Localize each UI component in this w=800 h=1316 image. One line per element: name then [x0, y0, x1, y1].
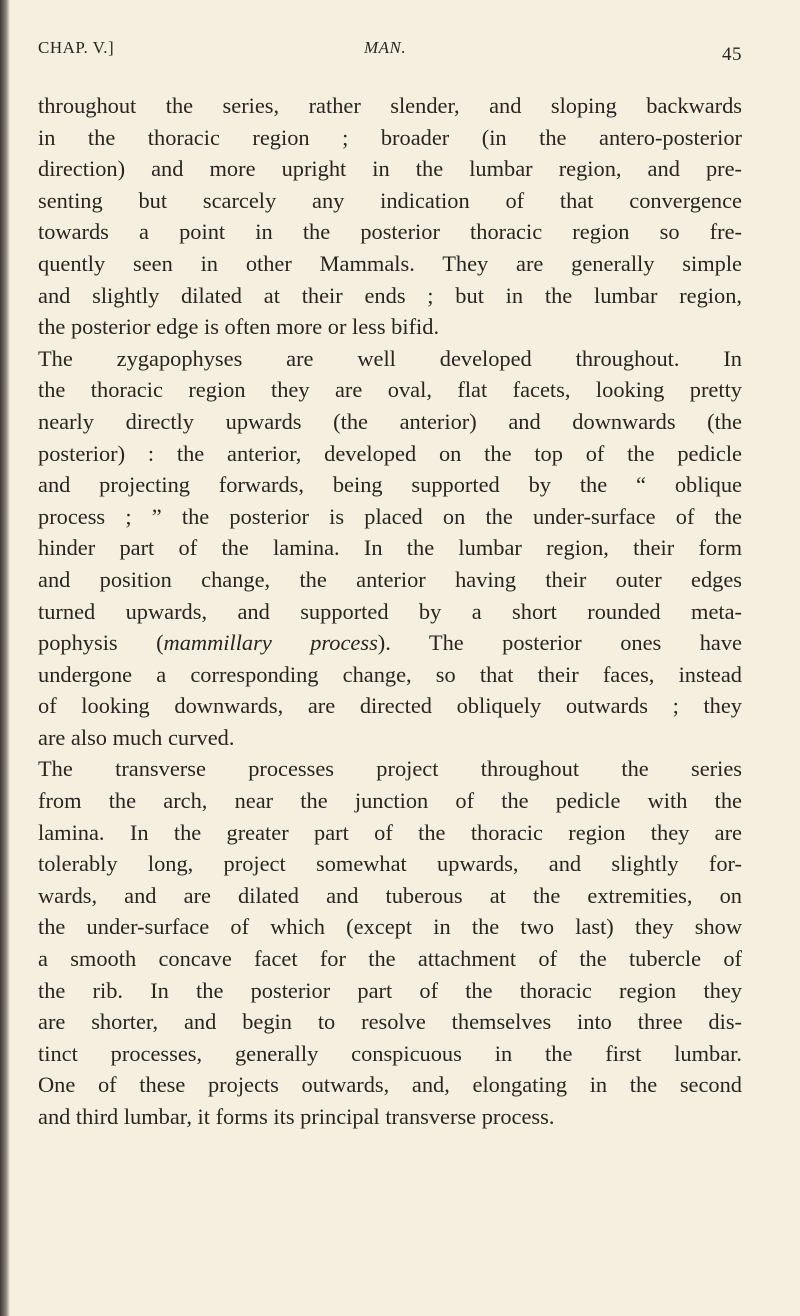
text-line: of looking downwards, are directed obliquely outwards ; they [38, 693, 742, 719]
text-line: tinct processes, generally conspicuous in the first lumbar. [38, 1040, 742, 1066]
page-number: 45 [722, 44, 742, 65]
text-line: are shorter, and begin to resolve themselves into three dis- [38, 1009, 742, 1035]
text-line: are also much curved. [38, 724, 235, 750]
text-line: the thoracic region they are oval, flat facets, looking pretty [38, 377, 742, 403]
text-line: One of these projects outwards, and, elongating in the second [38, 1072, 742, 1098]
text-line: The zygapophyses are well developed throughout. In [38, 345, 742, 371]
text-line: nearly directly upwards (the anterior) and downwards (the [38, 408, 742, 434]
text-line [38, 627, 742, 659]
text-line: and position change, the anterior having their outer edges [38, 566, 742, 592]
text-line: senting but scarcely any indication of that convergence [38, 187, 742, 213]
text-line: in the thoracic region ; broader (in the antero-posterior [38, 124, 742, 150]
text-line: quently seen in other Mammals. They are generally simple [38, 250, 742, 276]
text-line: and projecting forwards, being supported by the “ oblique [38, 472, 742, 498]
binding-edge [0, 0, 10, 1316]
text-line: the under-surface of which (except in the two last) they show [38, 914, 742, 940]
running-head [38, 30, 742, 70]
text-fragment: pophysis ( [38, 630, 164, 656]
body-text [38, 90, 742, 1133]
text-line: direction) and more upright in the lumbar region, and pre- [38, 156, 742, 182]
text-line: the posterior edge is often more or less bifid. [38, 314, 440, 340]
text-line: undergone a corresponding change, so that their faces, instead [38, 661, 742, 687]
text-line: from the arch, near the junction of the pedicle with the [38, 788, 742, 814]
chapter-label: CHAP. V.] [38, 38, 115, 57]
text-line: lamina. In the greater part of the thoracic region they are [38, 819, 742, 845]
text-line: wards, and are dilated and tuberous at the extremities, on [38, 882, 742, 908]
text-line: The transverse processes project throughout the series [38, 756, 742, 782]
text-line: the rib. In the posterior part of the thoracic region they [38, 977, 742, 1003]
text-line: process ; ” the posterior is placed on the under-surface of the [38, 503, 742, 529]
text-line: towards a point in the posterior thoracic region so fre- [38, 219, 742, 245]
running-title: MAN. [364, 38, 407, 57]
text-line: throughout the series, rather slender, and sloping backwards [38, 93, 742, 118]
text-fragment: ). The posterior ones have [377, 630, 742, 656]
italic-term: mammillary process [163, 630, 378, 656]
text-line: a smooth concave facet for the attachment of the tubercle of [38, 946, 742, 972]
text-line: and third lumbar, it forms its principal transverse process. [38, 1104, 555, 1129]
text-line: tolerably long, project somewhat upwards, and slightly for- [38, 851, 742, 877]
text-line: and slightly dilated at their ends ; but in the lumbar region, [38, 282, 742, 308]
book-page [38, 30, 742, 1133]
text-line: hinder part of the lamina. In the lumbar region, their form [38, 535, 742, 561]
text-line: posterior) : the anterior, developed on the top of the pedicle [38, 440, 742, 466]
text-line: turned upwards, and supported by a short rounded meta- [38, 598, 742, 624]
